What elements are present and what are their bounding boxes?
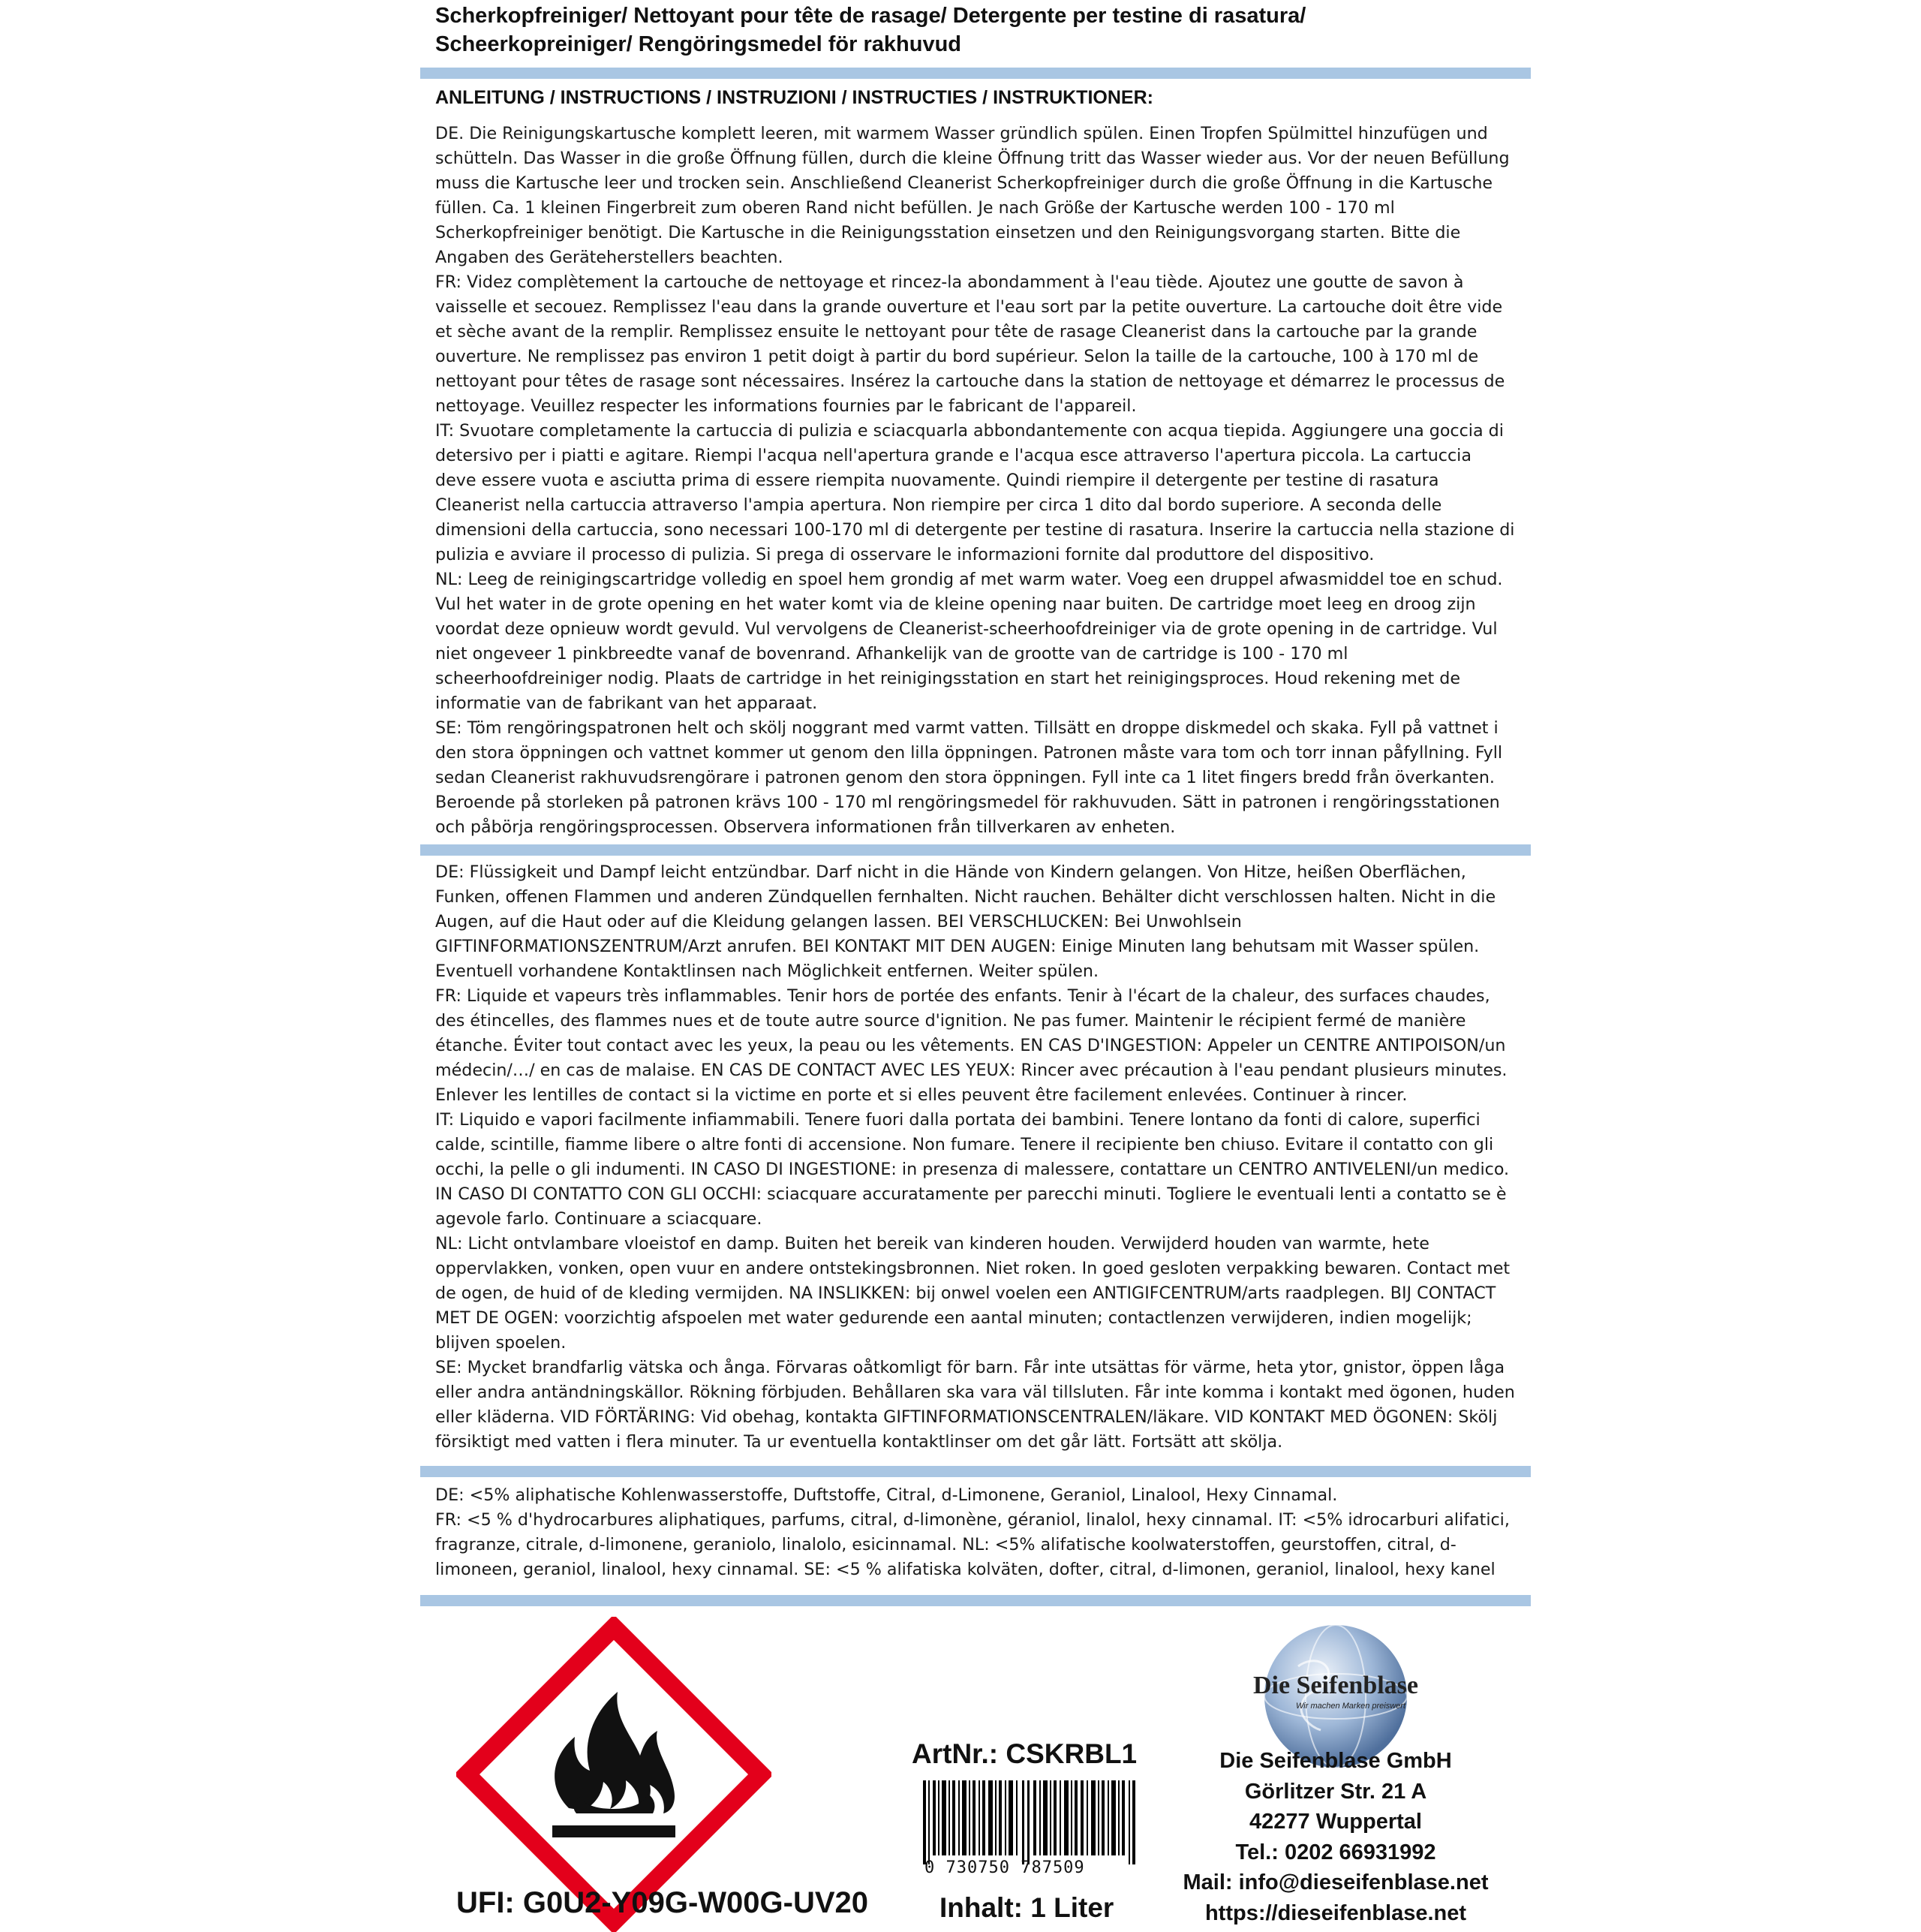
barcode-icon xyxy=(921,1780,1147,1870)
warnings-se: SE: Mycket brandfarlig vätska och ånga. Förvaras oåtkomligt för barn. Får inte utsättas för värme, heta ytor, gnistor, öppen låga eller andra antändningskällor. Rökning förbjuden. Behållaren ska vara väl tillsluten. Får inte komma i kontakt med ögonen, huden eller kläderna. VID FÖRTÄRING: Vid obehag, kontakta GIFTINFORMATIONSCENTRALEN/läkare. VID KONTAKT MED ÖGONEN: Skölj försiktigt med vatten i flera minuter. Ta ur eventuella kontaktlinser om det går lätt. Fortsätt att skölja. xyxy=(435,1358,1515,1452)
company-phone: Tel.: 0202 66931992 xyxy=(1235,1840,1436,1864)
company-street: Görlitzer Str. 21 A xyxy=(1244,1779,1427,1804)
company-name: Die Seifenblase GmbH xyxy=(1219,1749,1452,1773)
instructions-se: SE: Töm rengöringspatronen helt och skölj noggrant med varmt vatten. Tillsätt en droppe diskmedel och skaka. Fyll på vattnet i den stora öppningen och vattnet kommer ut genom den lilla öppningen. Patronen måste vara tom och torr innan påfyllning. Fyll sedan Cleanerist rakhuvudsrengörare i patronen genom den stora öppningen. Fyll inte ca 1 litet fingers bredd från överkanten. Beroende på storleken på patronen krävs 100 - 170 ml rengöringsmedel för rakhuvuden. Sätt in patronen i rengöringsstationen och påbörja rengöringsprocessen. Observera informationen från tillverkaren av enheten. xyxy=(435,718,1503,837)
ingredients-other: FR: <5 % d'hydrocarbures aliphatiques, parfums, citral, d-limonène, géraniol, linalol, hexy cinnamal. IT: <5% idrocarburi alifatici, fragranze, citrale, d-limonene, geraniolo, linalolo, esicinnamal. NL: <5% alifatische koolwaterstoffen, geurstoffen, citral, d-limoneen, geraniol, linalool, hexy cinnamal. SE: <5 % alifatiska kolväten, dofter, citral, d-limonen, geraniol, linalool, hexy kanel xyxy=(435,1510,1510,1579)
divider-bar xyxy=(420,68,1531,79)
warnings-fr: FR: Liquide et vapeurs très inflammables. Tenir hors de portée des enfants. Tenir à l'écart de la chaleur, des surfaces chaudes, des étincelles, des flammes nues et de toute autre source d'ignition. Ne pas fumer. Maintenir le récipient fermé de manière étanche. Éviter tout contact avec les yeux, la peau ou les vêtements. EN CAS D'INGESTION: Appeler un CENTRE ANTIPOISON/un médecin/…/ en cas de malaise. EN CAS DE CONTACT AVEC LES YEUX: Rincer avec précaution à l'eau pendant plusieurs minutes. Enlever les lentilles de contact si la victime en porte et si elles peuvent être facilement enlevées. Continuer à rincer. xyxy=(435,986,1508,1105)
instructions-nl: NL: Leeg de reinigingscartridge volledig en spoel hem grondig af met warm water. Voeg een druppel afwasmiddel toe en schud. Vul het water in de grote opening en het water komt via de kleine opening naar buiten. De cartridge moet leeg en droog zijn voordat deze opnieuw wordt gevuld. Vul vervolgens de Cleanerist-scheerhoofdreiniger via de grote opening in de cartridge. Vul niet ongeveer 1 pinkbreedte vanaf de bovenrand. Afhankelijk van de grootte van de cartridge is 100 - 170 ml scheerhoofdreiniger nodig. Plaats de cartridge in het reinigingsstation en start het reinigingsproces. Houd rekening met de informatie van de fabrikant van het apparaat. xyxy=(435,570,1503,713)
instructions-fr: FR: Videz complètement la cartouche de nettoyage et rincez-la abondamment à l'eau tiède. Ajoutez une goutte de savon à vaisselle et secouez. Remplissez l'eau dans la grande ouverture et l'eau sort par la petite ouverture. La cartouche doit être vide et sèche avant de la remplir. Remplissez ensuite le nettoyant pour tête de rasage Cleanerist dans la cartouche par la grande ouverture. Ne remplissez pas environ 1 petit doigt à partir du bord supérieur. Selon la taille de la cartouche, 100 à 170 ml de nettoyant pour têtes de rasage sont nécessaires. Insérez la cartouche dans la station de nettoyage et démarrez le processus de nettoyage. Veuillez respecter les informations fournies par le fabricant de l'appareil. xyxy=(435,272,1505,416)
ufi-code: UFI: G0U2-Y09G-W00G-UV20 xyxy=(456,1886,869,1919)
title-line-1: Scherkopfreiniger/ Nettoyant pour tête de rasage/ Detergente per testine di rasatura/ xyxy=(435,4,1306,28)
flame-hazard-icon xyxy=(456,1617,771,1932)
warnings-nl: NL: Licht ontvlambare vloeistof en damp. Buiten het bereik van kinderen houden. Verwijderd houden van warmte, hete oppervlakken, vonken, open vuur en andere ontstekingsbronnen. Niet roken. In goed gesloten verpakking bewaren. Contact met de ogen, de huid of de kleding vermijden. NA INSLIKKEN: bij onwel voelen een ANTIGIFCENTRUM/arts raadplegen. BIJ CONTACT MET DE OGEN: voorzichtig afspoelen met water gedurende een aantal minuten; contactlenzen verwijderen, indien mogelijk; blijven spoelen. xyxy=(435,1234,1511,1353)
instructions-it: IT: Svuotare completamente la cartuccia di pulizia e sciacquarla abbondantemente con acqua tiepida. Aggiungere una goccia di detersivo per i piatti e agitare. Riempi l'acqua nell'apertura grande e l'acqua esce attraverso l'apertura piccola. La cartuccia deve essere vuota e asciutta prima di essere riempita nuovamente. Quindi riempire il detergente per testine di rasatura Cleanerist nella cartuccia attraverso l'ampia apertura. Non riempire per circa 1 dito dal bordo superiore. A seconda delle dimensioni della cartuccia, sono necessari 100-170 ml di detergente per testine di rasatura. Inserire la cartuccia nella stazione di pulizia e avviare il processo di pulizia. Si prega di osservare le informazioni fornite dal produttore del dispositivo. xyxy=(435,421,1515,564)
warnings-block xyxy=(435,860,1516,1455)
warnings-de: DE: Flüssigkeit und Dampf leicht entzündbar. Darf nicht in die Hände von Kindern gelangen. Von Hitze, heißen Oberflächen, Funken, offenen Flammen und anderen Zündquellen fernhalten. Nicht rauchen. Behälter dicht verschlossen halten. Nicht in die Augen, auf die Haut oder auf die Kleidung gelangen lassen. BEI VERSCHLUCKEN: Bei Unwohlsein GIFTINFORMATIONSZENTRUM/Arzt anrufen. BEI KONTAKT MIT DEN AUGEN: Einige Minuten lang behutsam mit Wasser spülen. Eventuell vorhandene Kontaktlinsen nach Möglichkeit entfernen. Weiter spülen. xyxy=(435,862,1496,981)
article-number: ArtNr.: CSKRBL1 xyxy=(912,1738,1138,1769)
company-mail: Mail: info@dieseifenblase.net xyxy=(1183,1870,1489,1894)
barcode-number: 0 730750 787509 xyxy=(924,1858,1085,1877)
instructions-block xyxy=(435,122,1516,840)
logo-slogan: Wir machen Marken preiswert xyxy=(1296,1702,1405,1711)
company-city: 42277 Wuppertal xyxy=(1249,1810,1422,1834)
company-web: https://dieseifenblase.net xyxy=(1204,1900,1467,1925)
product-label xyxy=(420,0,1531,1925)
divider-bar xyxy=(420,1595,1531,1606)
company-address xyxy=(1178,1746,1493,1928)
ingredients-de: DE: <5% aliphatische Kohlenwasserstoffe, Duftstoffe, Citral, d-Limonene, Geraniol, Linalool, Hexy Cinnamal. xyxy=(435,1485,1338,1505)
logo-text: Die Seifenblase xyxy=(1252,1672,1419,1699)
ingredients-block xyxy=(435,1483,1516,1582)
instructions-de: DE. Die Reinigungskartusche komplett leeren, mit warmem Wasser gründlich spülen. Einen Tropfen Spülmittel hinzufügen und schütteln. Das Wasser in die große Öffnung füllen, durch die kleine Öffnung tritt das Wasser wieder aus. Vor der neuen Befüllung muss die Kartusche leer und trocken sein. Anschließend Cleanerist Scherkopfreiniger durch die große Öffnung in die Kartusche füllen. Ca. 1 kleinen Fingerbreit zum oberen Rand nicht befüllen. Je nach Größe der Kartusche werden 100 - 170 ml Scherkopfreiniger benötigt. Die Kartusche in die Reinigungsstation einsetzen und den Reinigungsvorgang starten. Bitte die Angaben des Geräteherstellers beachten. xyxy=(435,124,1510,267)
instructions-heading: ANLEITUNG / INSTRUCTIONS / INSTRUZIONI / INSTRUCTIES / INSTRUKTIONER: xyxy=(435,87,1153,108)
content-volume: Inhalt: 1 Liter xyxy=(939,1892,1114,1923)
warnings-it: IT: Liquido e vapori facilmente infiammabili. Tenere fuori dalla portata dei bambini. Tenere lontano da fonti di calore, superfici calde, scintille, fiamme libere o altre fonti di accensione. Non fumare. Tenere il recipiente ben chiuso. Evitare il contatto con gli occhi, la pelle o gli indumenti. IN CASO DI INGESTIONE: in presenza di malessere, contattare un CENTRO ANTIVELENI/un medico. IN CASO DI CONTATTO CON GLI OCCHI: sciacquare accuratamente per parecchi minuti. Togliere le eventuali lenti a contatto se è agevole farlo. Continuare a sciacquare. xyxy=(435,1110,1510,1229)
product-title xyxy=(435,2,1516,59)
divider-bar xyxy=(420,844,1531,856)
divider-bar xyxy=(420,1466,1531,1477)
label-footer xyxy=(420,1606,1531,1925)
title-line-2: Scheerkopreiniger/ Rengöringsmedel för rakhuvud xyxy=(435,32,961,56)
